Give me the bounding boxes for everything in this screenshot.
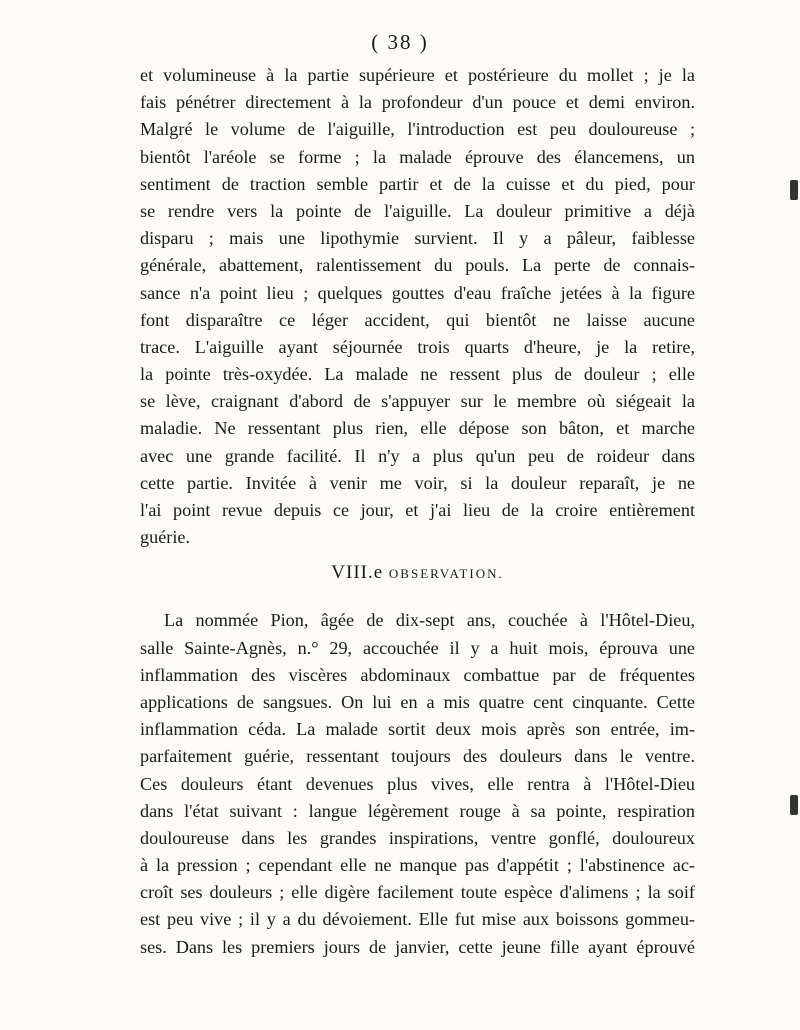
text-line: sance n'a point lieu ; quelques gouttes d'eau fraîche jetées à la figure xyxy=(140,282,695,303)
text-line: font disparaître ce léger accident, qui bientôt ne laisse aucune xyxy=(140,309,695,330)
text-line: trace. L'aiguille ayant séjournée trois quarts d'heure, je la retire, xyxy=(140,336,695,357)
heading-numeral: VIII.e xyxy=(331,562,384,584)
text-line: salle Sainte-Agnès, n.° 29, accouchée il y a huit mois, éprouva une xyxy=(140,637,695,658)
text-line: disparu ; mais une lipothymie survient. Il y a pâleur, faiblesse xyxy=(140,228,695,249)
page-edge-mark xyxy=(790,795,798,815)
text-line: Ces douleurs étant devenues plus vives, elle rentra à l'Hôtel-Dieu xyxy=(140,773,695,794)
text-line: avec une grande facilité. Il n'y a plus qu'un peu de roideur dans xyxy=(140,445,695,466)
text-line: inflammation des viscères abdominaux combattue par de fréquentes xyxy=(140,664,695,685)
text-line: croît ses douleurs ; elle digère facilement toute espèce d'alimens ; la soif xyxy=(140,882,695,903)
text-line: ses. Dans les premiers jours de janvier, cette jeune fille ayant éprouvé xyxy=(140,936,695,957)
text-line: fais pénétrer directement à la profondeur d'un pouce et demi environ. xyxy=(140,92,695,113)
page-edge-mark xyxy=(790,180,798,200)
text-line: sentiment de traction semble partir et de la cuisse et du pied, pour xyxy=(140,173,695,194)
text-line: l'ai point revue depuis ce jour, et j'ai lieu de la croire entièrement xyxy=(140,500,695,520)
text-line: guérie. xyxy=(140,527,190,548)
paragraph-2 xyxy=(140,607,695,960)
text-line: est peu vive ; il y a du dévoiement. Elle fut mise aux boissons gommeu- xyxy=(140,909,695,930)
paragraph-1 xyxy=(140,62,695,551)
text-line: et volumineuse à la partie supérieure et postérieure du mollet ; je la xyxy=(140,65,695,85)
text-line: générale, abattement, ralentissement du pouls. La perte de connais- xyxy=(140,255,695,276)
text-line: bientôt l'aréole se forme ; la malade éprouve des élancemens, un xyxy=(140,146,695,167)
text-line: La nommée Pion, âgée de dix-sept ans, couchée à l'Hôtel-Dieu, xyxy=(164,610,695,631)
text-line: se rendre vers la pointe de l'aiguille. La douleur primitive a déjà xyxy=(140,200,695,221)
text-line: maladie. Ne ressentant plus rien, elle dépose son bâton, et marche xyxy=(140,418,695,439)
page-number: ( 38 ) xyxy=(371,30,429,54)
text-line: applications de sangsues. On lui en a mis quatre cent cinquante. Cette xyxy=(140,691,695,712)
text-line: se lève, craignant d'abord de s'appuyer sur le membre où siégeait la xyxy=(140,391,695,412)
text-line: parfaitement guérie, ressentant toujours des douleurs dans le ventre. xyxy=(140,746,695,767)
text-line: douloureuse dans les grandes inspirations, ventre gonflé, douloureux xyxy=(140,827,695,848)
text-line: Malgré le volume de l'aiguille, l'introduction est peu douloureuse ; xyxy=(140,119,695,140)
section-heading xyxy=(140,559,695,587)
text-line: à la pression ; cependant elle ne manque pas d'appétit ; l'abstinence ac- xyxy=(140,855,695,876)
page-body xyxy=(140,62,695,961)
text-line: la pointe très-oxydée. La malade ne ressent plus de douleur ; elle xyxy=(140,364,695,385)
text-line: dans l'état suivant : langue légèrement rouge à sa pointe, respiration xyxy=(140,800,695,821)
heading-word: OBSERVATION. xyxy=(388,566,504,582)
text-line: cette partie. Invitée à venir me voir, si la douleur reparaît, je ne xyxy=(140,472,695,493)
text-line: inflammation céda. La malade sortit deux mois après son entrée, im- xyxy=(140,719,695,740)
